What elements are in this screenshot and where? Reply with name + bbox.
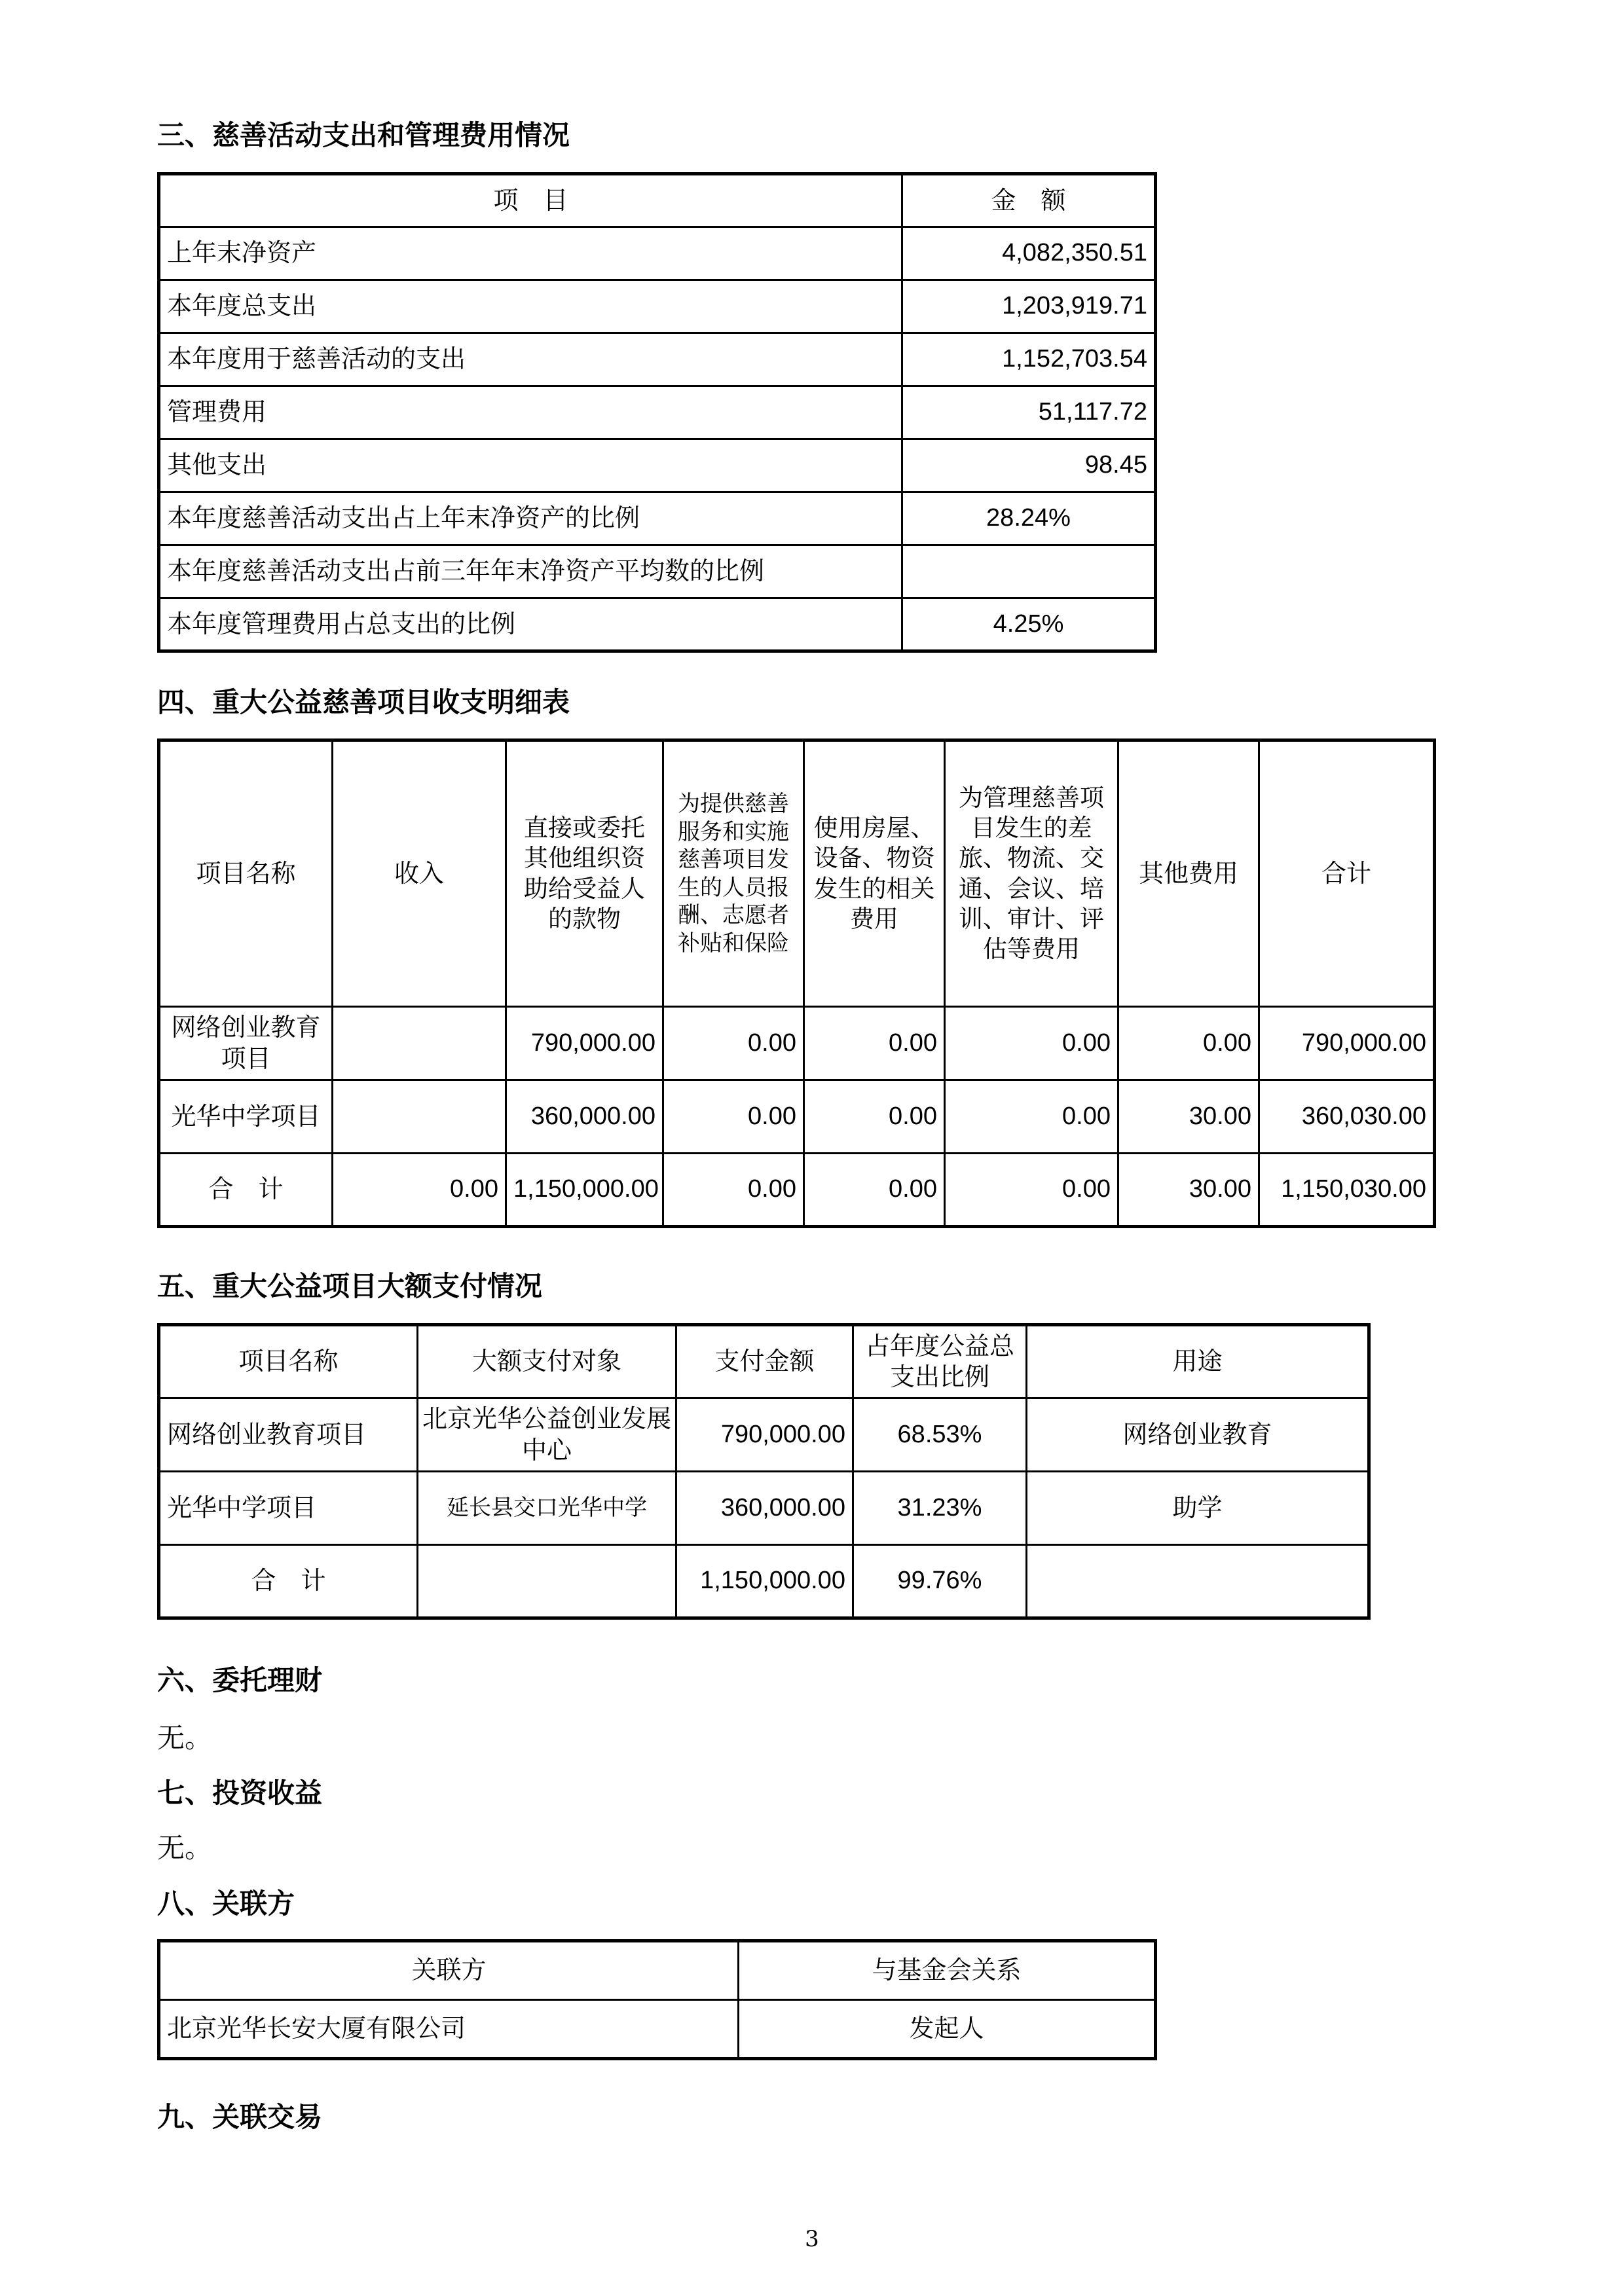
header-payee: 大额支付对象 xyxy=(418,1325,676,1398)
facility-cost-cell: 0.00 xyxy=(804,1080,945,1154)
management-cost-cell: 0.00 xyxy=(945,1007,1118,1080)
header-item: 项 目 xyxy=(159,174,902,227)
row-label: 上年末净资产 xyxy=(159,227,902,280)
header-amount: 金 额 xyxy=(902,174,1156,227)
section-6-title: 六、委托理财 xyxy=(157,1664,323,1696)
header-other-cost: 其他费用 xyxy=(1118,740,1259,1007)
row-value: 98.45 xyxy=(902,439,1156,492)
row-value: 51,117.72 xyxy=(902,386,1156,439)
header-project-name: 项目名称 xyxy=(159,1325,418,1398)
related-party-table xyxy=(157,1939,1157,2060)
table-row xyxy=(159,439,1156,492)
header-total: 合计 xyxy=(1259,740,1435,1007)
table-row xyxy=(159,1472,1369,1545)
row-value: 4,082,350.51 xyxy=(902,227,1156,280)
row-label: 本年度慈善活动支出占前三年年末净资产平均数的比例 xyxy=(159,545,902,598)
header-payment-amount: 支付金额 xyxy=(676,1325,853,1398)
total-label-cell: 合 计 xyxy=(159,1545,418,1618)
payment-amount-cell: 360,000.00 xyxy=(676,1472,853,1545)
management-cost-cell: 0.00 xyxy=(945,1080,1118,1154)
row-label: 本年度管理费用占总支出的比例 xyxy=(159,598,902,651)
row-value: 4.25% xyxy=(902,598,1156,651)
direct-funding-cell: 360,000.00 xyxy=(506,1080,663,1154)
header-personnel-cost: 为提供慈善服务和实施慈善项目发生的人员报酬、志愿者补贴和保险 xyxy=(663,740,804,1007)
page-number: 3 xyxy=(805,2226,819,2252)
other-cost-cell: 30.00 xyxy=(1118,1080,1259,1154)
row-label: 本年度总支出 xyxy=(159,280,902,333)
purpose-cell xyxy=(1027,1545,1369,1618)
income-cell xyxy=(333,1007,506,1080)
table-row xyxy=(159,1398,1369,1472)
other-cost-cell: 30.00 xyxy=(1118,1154,1259,1227)
table-row xyxy=(159,1080,1435,1154)
table-row xyxy=(159,1007,1435,1080)
table-row xyxy=(159,333,1156,386)
management-cost-cell: 0.00 xyxy=(945,1154,1118,1227)
row-value: 28.24% xyxy=(902,492,1156,545)
table-row xyxy=(159,2000,1156,2059)
ratio-cell: 99.76% xyxy=(853,1545,1027,1618)
table-row xyxy=(159,492,1156,545)
payment-amount-cell: 790,000.00 xyxy=(676,1398,853,1472)
project-name-cell: 光华中学项目 xyxy=(159,1080,333,1154)
related-party-cell: 北京光华长安大厦有限公司 xyxy=(159,2000,739,2059)
table-header-row xyxy=(159,740,1435,1007)
section-4-title: 四、重大公益慈善项目收支明细表 xyxy=(157,686,570,718)
section-5-title: 五、重大公益项目大额支付情况 xyxy=(157,1270,543,1302)
project-name-cell: 网络创业教育项目 xyxy=(159,1007,333,1080)
table-row xyxy=(159,227,1156,280)
table-header-row xyxy=(159,1941,1156,2000)
payee-cell xyxy=(418,1545,676,1618)
row-value: 1,152,703.54 xyxy=(902,333,1156,386)
section-3-title: 三、慈善活动支出和管理费用情况 xyxy=(157,119,570,151)
purpose-cell: 网络创业教育 xyxy=(1027,1398,1369,1472)
income-cell xyxy=(333,1080,506,1154)
header-direct-funding: 直接或委托其他组织资助给受益人的款物 xyxy=(506,740,663,1007)
payee-cell: 北京光华公益创业发展中心 xyxy=(418,1398,676,1472)
row-label: 本年度用于慈善活动的支出 xyxy=(159,333,902,386)
table-total-row xyxy=(159,1545,1369,1618)
direct-funding-cell: 1,150,000.00 xyxy=(506,1154,663,1227)
table-row xyxy=(159,386,1156,439)
header-purpose: 用途 xyxy=(1027,1325,1369,1398)
section-7-title: 七、投资收益 xyxy=(157,1777,323,1809)
relationship-cell: 发起人 xyxy=(739,2000,1156,2059)
total-cell: 790,000.00 xyxy=(1259,1007,1435,1080)
total-cell: 1,150,030.00 xyxy=(1259,1154,1435,1227)
ratio-cell: 31.23% xyxy=(853,1472,1027,1545)
section-6-text: 无。 xyxy=(157,1722,213,1754)
direct-funding-cell: 790,000.00 xyxy=(506,1007,663,1080)
table-header-row xyxy=(159,174,1156,227)
section-9-title: 九、关联交易 xyxy=(157,2101,323,2133)
personnel-cost-cell: 0.00 xyxy=(663,1080,804,1154)
purpose-cell: 助学 xyxy=(1027,1472,1369,1545)
table-header-row xyxy=(159,1325,1369,1398)
section-7-text: 无。 xyxy=(157,1832,213,1864)
ratio-cell: 68.53% xyxy=(853,1398,1027,1472)
total-cell: 360,030.00 xyxy=(1259,1080,1435,1154)
header-ratio: 占年度公益总支出比例 xyxy=(853,1325,1027,1398)
charity-expense-table xyxy=(157,172,1157,653)
facility-cost-cell: 0.00 xyxy=(804,1007,945,1080)
row-label: 其他支出 xyxy=(159,439,902,492)
section-8-title: 八、关联方 xyxy=(157,1887,295,1920)
header-project-name: 项目名称 xyxy=(159,740,333,1007)
header-income: 收入 xyxy=(333,740,506,1007)
header-facility-cost: 使用房屋、设备、物资发生的相关费用 xyxy=(804,740,945,1007)
payee-cell: 延长县交口光华中学 xyxy=(418,1472,676,1545)
other-cost-cell: 0.00 xyxy=(1118,1007,1259,1080)
income-cell: 0.00 xyxy=(333,1154,506,1227)
table-row xyxy=(159,545,1156,598)
row-label: 本年度慈善活动支出占上年末净资产的比例 xyxy=(159,492,902,545)
table-row xyxy=(159,280,1156,333)
personnel-cost-cell: 0.00 xyxy=(663,1154,804,1227)
payment-amount-cell: 1,150,000.00 xyxy=(676,1545,853,1618)
row-value: 1,203,919.71 xyxy=(902,280,1156,333)
table-total-row xyxy=(159,1154,1435,1227)
facility-cost-cell: 0.00 xyxy=(804,1154,945,1227)
project-name-cell: 光华中学项目 xyxy=(159,1472,418,1545)
project-name-cell: 网络创业教育项目 xyxy=(159,1398,418,1472)
header-management-cost: 为管理慈善项目发生的差旅、物流、交通、会议、培训、审计、评估等费用 xyxy=(945,740,1118,1007)
header-related-party: 关联方 xyxy=(159,1941,739,2000)
header-relationship: 与基金会关系 xyxy=(739,1941,1156,2000)
total-label-cell: 合 计 xyxy=(159,1154,333,1227)
personnel-cost-cell: 0.00 xyxy=(663,1007,804,1080)
row-value xyxy=(902,545,1156,598)
table-row xyxy=(159,598,1156,651)
major-project-detail-table xyxy=(157,738,1436,1228)
row-label: 管理费用 xyxy=(159,386,902,439)
large-payment-table xyxy=(157,1323,1371,1620)
